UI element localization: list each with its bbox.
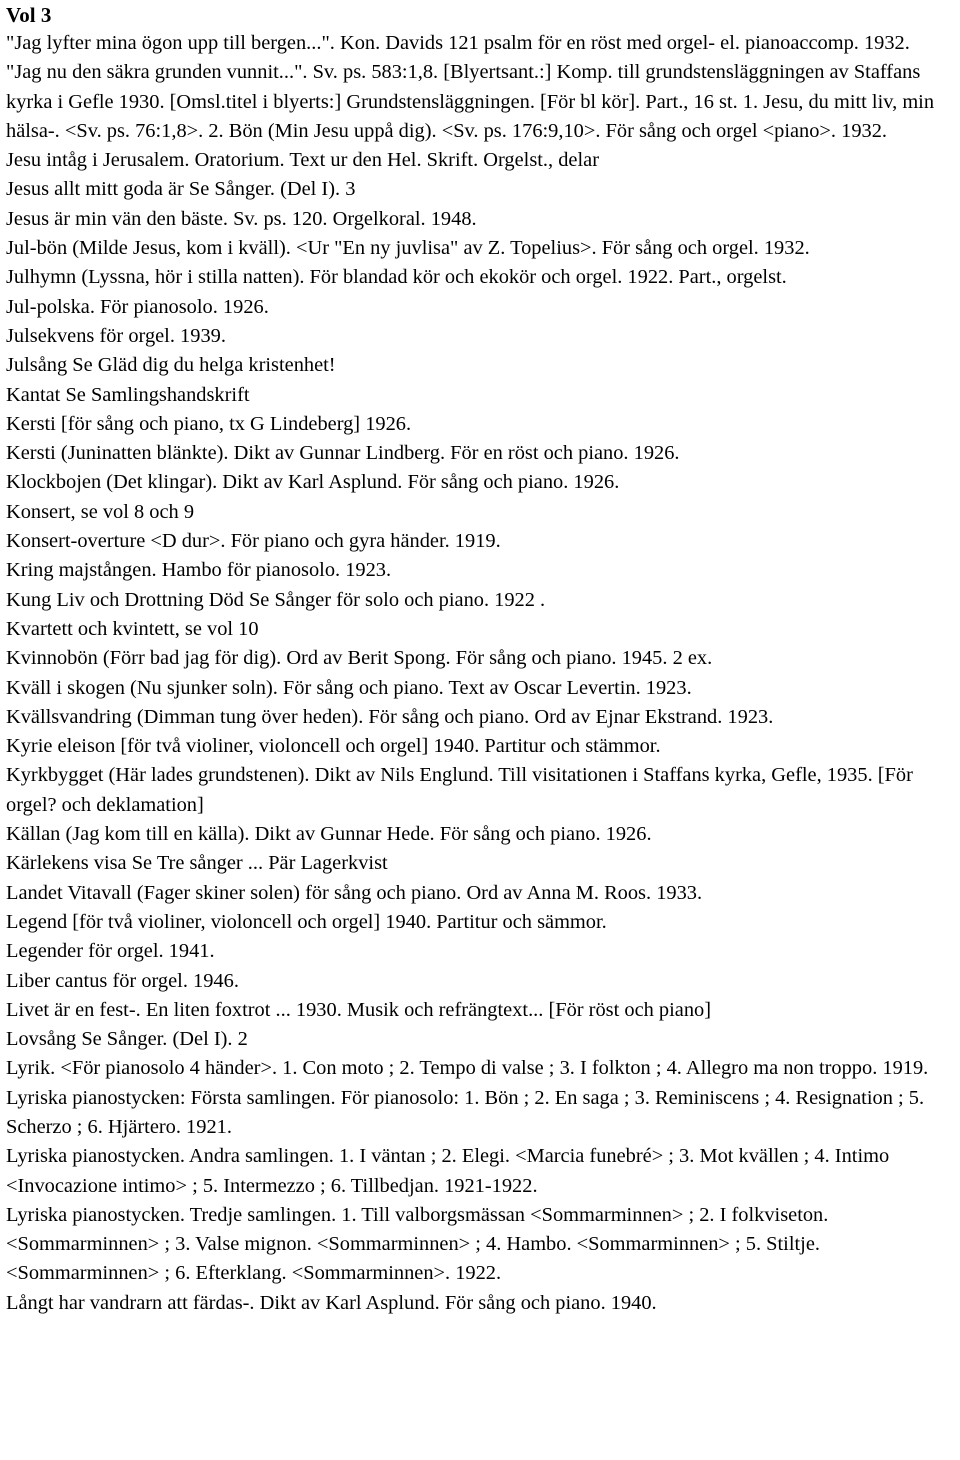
catalog-entry: Landet Vitavall (Fager skiner solen) för sång och piano. Ord av Anna M. Roos. 1933.	[6, 881, 703, 904]
catalog-entry: Kring majstången. Hambo för pianosolo. 1923.	[6, 559, 392, 582]
catalog-entry: Livet är en fest-. En liten foxtrot ... 1930. Musik och refrängtext... [För röst och piano]	[6, 998, 712, 1021]
catalog-entry: Långt har vandrarn att färdas-. Dikt av Karl Asplund. För sång och piano. 1940.	[6, 1291, 657, 1314]
catalog-entry: "Jag nu den säkra grunden vunnit...". Sv. ps. 583:1,8. [Blyertsant.:] Komp. till grundstensläggningen av Staffans kyrka i Gefle 1930. [Omsl.titel i blyerts:] Grundstensläggningen. [För bl kör]. Part., 16 st. 1. Jesu, du mitt liv, min hälsa-. <Sv. ps. 76:1,8>. 2. Bön (Min Jesu uppå dig). <Sv. ps. 176:9,10>. För sång och orgel <piano>. 1932.	[6, 61, 935, 142]
catalog-entry-list	[6, 29, 956, 1318]
catalog-entry: Kvinnobön (Förr bad jag för dig). Ord av Berit Spong. För sång och piano. 1945. 2 ex.	[6, 647, 713, 670]
catalog-entry: Lovsång Se Sånger. (Del I). 2	[6, 1028, 248, 1051]
catalog-entry: Kyrie eleison [för två violiner, violoncell och orgel] 1940. Partitur och stämmor.	[6, 735, 661, 758]
catalog-entry: Liber cantus för orgel. 1946.	[6, 969, 239, 992]
catalog-entry: Kvällsvandring (Dimman tung över heden). För sång och piano. Ord av Ejnar Ekstrand. 1923.	[6, 705, 774, 728]
catalog-entry: Lyriska pianostycken. Andra samlingen. 1. I väntan ; 2. Elegi. <Marcia funebré> ; 3. Mot kvällen ; 4. Intimo <Invocazione intimo> ; 5. Intermezzo ; 6. Tillbedjan. 1921-1922.	[6, 1145, 890, 1197]
catalog-entry: Kväll i skogen (Nu sjunker soln). För sång och piano. Text av Oscar Levertin. 1923.	[6, 676, 692, 699]
catalog-entry: Legender för orgel. 1941.	[6, 940, 215, 963]
catalog-entry: Kersti (Juninatten blänkte). Dikt av Gunnar Lindberg. För en röst och piano. 1926.	[6, 442, 680, 465]
catalog-entry: Klockbojen (Det klingar). Dikt av Karl Asplund. För sång och piano. 1926.	[6, 471, 620, 494]
catalog-entry: Lyriska pianostycken. Tredje samlingen. 1. Till valborgsmässan <Sommarminnen> ; 2. I folkviseton. <Sommarminnen> ; 3. Valse mignon. <Sommarminnen> ; 4. Hambo. <Sommarminnen> ; 5. Stiltje. <Sommarminnen> ; 6. Efterklang. <Sommarminnen>. 1922.	[6, 1203, 829, 1285]
catalog-entry: Jul-bön (Milde Jesus, kom i kväll). <Ur "En ny juvlisa" av Z. Topelius>. För sång och orgel. 1932.	[6, 237, 810, 260]
catalog-entry: Kyrkbygget (Här lades grundstenen). Dikt av Nils Englund. Till visitationen i Staffans kyrka, Gefle, 1935. [För orgel? och deklamation]	[6, 764, 913, 816]
catalog-entry: Julsång Se Gläd dig du helga kristenhet!	[6, 354, 336, 377]
catalog-entry: Julhymn (Lyssna, hör i stilla natten). För blandad kör och ekokör och orgel. 1922. Part., orgelst.	[6, 266, 787, 289]
catalog-entry: Kersti [för sång och piano, tx G Lindeberg] 1926.	[6, 412, 412, 435]
catalog-entry: Konsert, se vol 8 och 9	[6, 500, 195, 523]
catalog-entry: "Jag lyfter mina ögon upp till bergen...". Kon. Davids 121 psalm för en röst med orgel- el. pianoaccomp. 1932.	[6, 32, 910, 54]
catalog-entry: Kärlekens visa Se Tre sånger ... Pär Lagerkvist	[6, 852, 388, 875]
catalog-entry: Jesu intåg i Jerusalem. Oratorium. Text ur den Hel. Skrift. Orgelst., delar	[6, 149, 599, 172]
volume-heading: Vol 3	[6, 3, 52, 27]
catalog-entry: Jesus allt mitt goda är Se Sånger. (Del I). 3	[6, 178, 356, 201]
catalog-entry: Källan (Jag kom till en källa). Dikt av Gunnar Hede. För sång och piano. 1926.	[6, 823, 652, 846]
catalog-entry: Jul-polska. För pianosolo. 1926.	[6, 295, 269, 318]
catalog-entry: Julsekvens för orgel. 1939.	[6, 324, 226, 347]
catalog-entry: Konsert-overture <D dur>. För piano och gyra händer. 1919.	[6, 530, 501, 553]
catalog-entry: Lyriska pianostycken: Första samlingen. För pianosolo: 1. Bön ; 2. En saga ; 3. Reminiscens ; 4. Resignation ; 5. Scherzo ; 6. Hjärtero. 1921.	[6, 1086, 925, 1138]
catalog-entry: Legend [för två violiner, violoncell och orgel] 1940. Partitur och sämmor.	[6, 910, 607, 933]
catalog-entry: Jesus är min vän den bäste. Sv. ps. 120. Orgelkoral. 1948.	[6, 207, 477, 230]
catalog-entry: Kantat Se Samlingshandskrift	[6, 383, 250, 406]
catalog-entry: Kvartett och kvintett, se vol 10	[6, 617, 259, 640]
catalog-entry: Lyrik. <För pianosolo 4 händer>. 1. Con moto ; 2. Tempo di valse ; 3. I folkton ; 4. Allegro ma non troppo. 1919.	[6, 1057, 929, 1080]
catalog-entry: Kung Liv och Drottning Död Se Sånger för solo och piano. 1922 .	[6, 588, 546, 611]
